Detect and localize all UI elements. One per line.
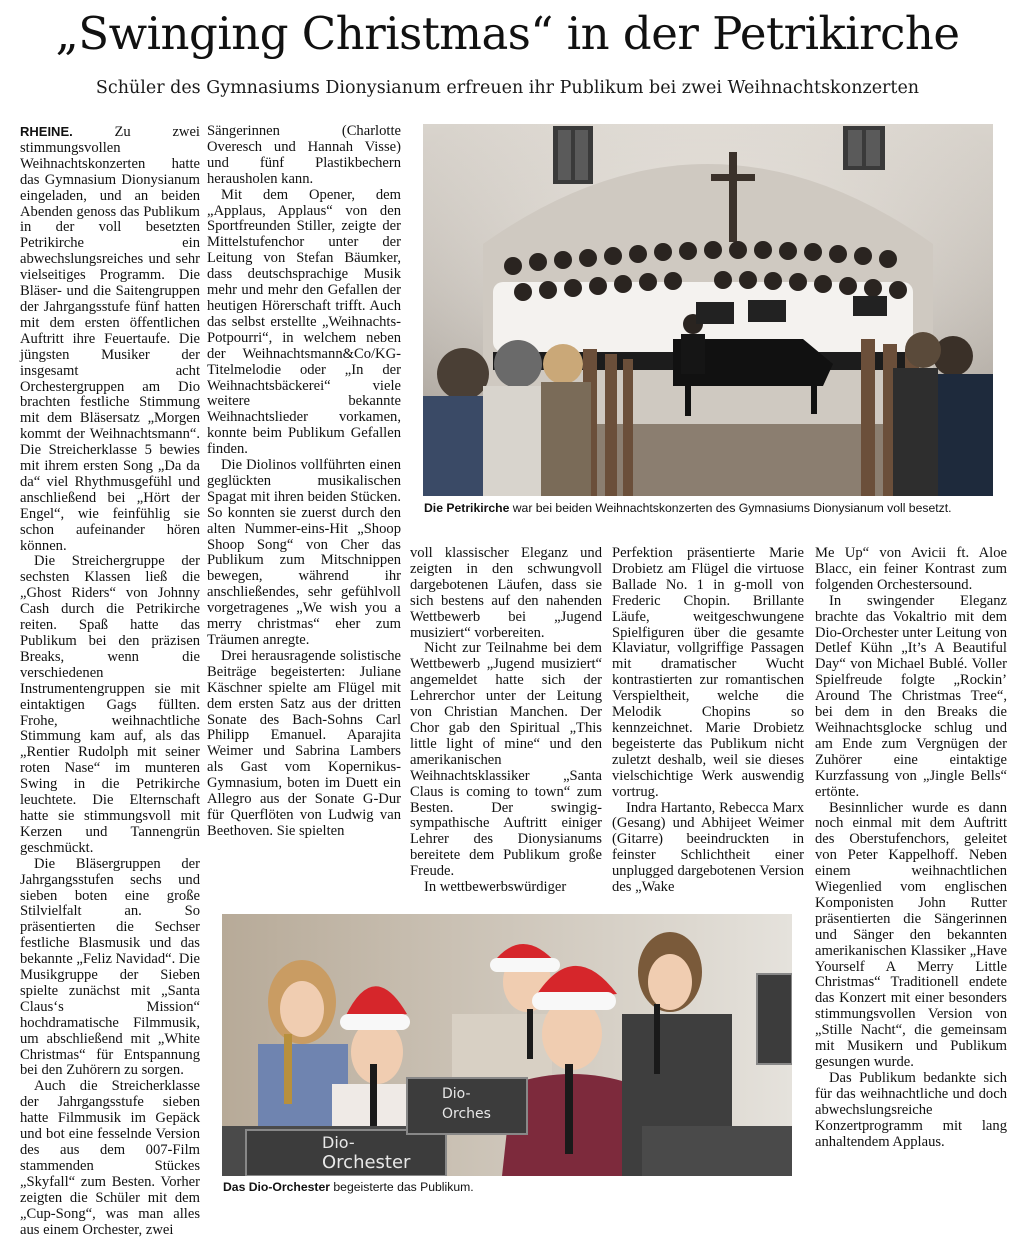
paragraph: Drei herausragende solistische Beiträge begeisterten: Juliane Käschner spielte am Flügel mit dem ersten Satz aus der dritten Sonate des Bach-Sohns Carl Philipp Emanuel. Aparajita Weimer und Sabrina Lambers als Gast vom Kopernikus-Gymnasium, boten im Duett ein Allegro aus der Sonate G-Dur für Querflöten von Ludwig van Beethoven. Sie spielten (207, 647, 401, 839)
paragraph: Auch die Streicherklasse der Jahrgangsstufe sieben hatte Filmmusik im Gepäck und bot eine fesselnde Version des aus dem 007-Film stammenden Stückes „Skyfall“ zum Besten. Vorher zeigten die Schüler mit dem „Cup-Song“, was man alles aus einem Orchester, zwei (20, 1078, 200, 1238)
church-photo-caption: Die Petrikirche war bei beiden Weihnachtskonzerten des Gymnasiums Dionysianum voll besetzt. (424, 501, 952, 515)
text-column-2 (207, 124, 401, 840)
paragraph: voll klassischer Eleganz und zeigten in den schwungvoll dargebotenen Läufen, dass sie sich bestens auf den nahenden Wettbewerb bei „Jugend musiziert“ vorbereiten. (410, 545, 602, 641)
text-column-5 (815, 546, 1007, 1150)
paragraph: Die Bläsergruppen der Jahrgangsstufen sechs und sieben boten eine große Stilvielfalt an. So präsentierten die Sechser festliche Blasmusik und das bekannte „Feliz Navidad“. Die Musikgruppe der Sieben spielte zunächst mit „Santa Claus‘s Mission“ hochdramatische Filmmusik, um abschließend mit „White Christmas“ für Entspannung bei den Zuhörern zu sorgen. (20, 855, 200, 1079)
paragraph: Mit dem Opener, dem „Applaus, Applaus“ von den Sportfreunden Stiller, zeigte der Mittelstufenchor unter der Leitung von Stefan Bäumker, dass deutschsprachige Musik mehr und mehr den Gefallen der heutigen Hörerschaft trifft. Auch das selbst erstellte „Weihnachts-Potpourri“, in welchem neben der Weihnachtsmann&Co/KG-Titelmelodie oder „In der Weihnachtsbäckerei“ viele weitere bekannte Weihnachtslieder vorkamen, konnte beim Publikum Gefallen finden. (207, 186, 401, 458)
orchestra-photo (222, 914, 792, 1176)
article-headline: „Swinging Christmas“ in der Petrikirche (55, 7, 960, 60)
stand-label-orchester-2: Orches (442, 1106, 491, 1122)
paragraph: Indra Hartanto, Rebecca Marx (Gesang) und Abhijeet Weimer (Gitarre) beeindruckten in feinster Schlichtheit einer unplugged dargebotenen Version des „Wake (612, 799, 804, 896)
church-concert-photo (423, 124, 993, 496)
paragraph: Me Up“ von Avicii ft. Aloe Blacc, ein feiner Kontrast zum folgenden Orchestersound. (815, 545, 1007, 593)
stand-label-dio-2: Dio- (442, 1086, 471, 1102)
stand-label-orchester-1: Orchester (322, 1152, 411, 1173)
paragraph: In swingender Eleganz brachte das Vokaltrio mit dem Dio-Orchester unter Leitung von Detlef Kühn „It’s A Beautiful Day“ von Michael Bublé. Voller Spielfreude folgte „Rockin’ Around The Christmas Tree“, bei dem in den Breaks die Weihnachtsglocke schlug und am Ende zum Vergnügen der Zuhörer eine eintaktige Kurzfassung von „Jingle Bells“ ertönte. (815, 592, 1007, 800)
paragraph: Das Publikum bedankte sich für das weihnachtliche und doch abwechslungsreiche Konzertprogramm mit lang anhaltendem Applaus. (815, 1069, 1007, 1150)
paragraph: Perfektion präsentierte Marie Drobietz am Flügel die virtuose Ballade No. 1 in g-moll von Frederic Chopin. Brillante Läufe, weitgeschwungene Spielfiguren über die gesamte Klaviatur, vollgriffige Passagen mit dramatischer Wucht kontrastierten zur romantischen Verspieltheit, welche die Melodik Chopins so kennzeichnet. Marie Drobietz begeisterte das Publikum nicht zuletzt deshalb, weil sie dieses vielschichtige Werk auswendig vortrug. (612, 545, 804, 800)
paragraph: Die Streichergruppe der sechsten Klassen ließ die „Ghost Riders“ von Johnny Cash durch die Petrikirche reiten. Spaß hatte das Publikum bei den präzisen Breaks, wenn die verschiedenen Instrumentengruppen sie mit eintaktigen Gags füllten. Frohe, weihnachtliche Stimmung kam auf, als das „Rentier Rudolph mit seiner roten Nase“ im munteren Swing in die Petrikirche leuchtete. Die Elternschaft hatte sie stimmungsvoll mit Kerzen und Tannengrün geschmückt. (20, 553, 200, 856)
paragraph: In wettbewerbswürdiger (424, 879, 567, 896)
text-column-1 (20, 124, 200, 1238)
text-column-4 (612, 546, 804, 896)
orchestra-photo-caption: Das Dio-Orchester begeisterte das Publikum. (223, 1180, 474, 1194)
cross-icon (729, 152, 737, 242)
text-column-3 (410, 546, 602, 896)
paragraph: Die Diolinos vollführten einen geglückten musikalischen Spagat mit ihren beiden Stücken. So konnten sie zuerst durch den alten Nummer-eins-Hit „Shoop Shoop Song“ von Cher das Publikum zum Mitschnippen bewegen, während ihr anschließendes, sehr gefühlvoll vorgetragenes „We wish you a merry christmas“ eher zum Träumen anregte. (207, 457, 401, 648)
article-subheadline: Schüler des Gymnasiums Dionysianum erfreuen ihr Publikum bei zwei Weihnachtskonzerten (95, 78, 920, 98)
paragraph: Sängerinnen (Charlotte Overesch und Hannah Visse) und fünf Plastikbechern herausholen kann. (207, 123, 401, 187)
paragraph: Besinnlicher wurde es dann noch einmal mit dem Auftritt des Oberstufenchors, geleitet von Peter Kappelhoff. Neben einem weihnachtlichen Wiegenlied vom englischen Komponisten John Rutter präsentierten die Sängerinnen und Sänger den bekannten amerikanischen Klassiker „Have Yourself A Merry Little Christmas“ Traditionell endete das Konzert mit einer besonders stimmungsvollen Version von „Stille Nacht“, die gemeinsam mit Musikern und Publikum gesungen wurde. (815, 799, 1007, 1070)
dateline: RHEINE. (20, 124, 73, 139)
stand-label-dio-1: Dio- (322, 1133, 355, 1152)
paragraph: RHEINE. Zu zwei stimmungsvollen Weihnachtskonzerten hatte das Gymnasium Dionysianum eingeladen, und an beiden Abenden genoss das Publikum in der voll besetzten Petrikirche ein abwechslungsreiches und sehr vielseitiges Programm. Die Bläser- und die Saitengruppen der Jahrgangsstufe fünf hatten mit dem ersten öffentlichen Auftritt ihre Feuertaufe. Die jüngsten Musiker der insgesamt acht Orchestergruppen am Dio brachten festliche Stimmung mit dem Bläsersatz „Morgen kommt der Weihnachtsmann“. Die Streicherklasse 5 bewies mit ihrem ersten Song „Da da da“ viel Rhythmusgefühl und anschließend bei „Hört der Engel“, wie feinfühlig sie schon aufeinander hören können. (20, 124, 200, 554)
paragraph: Nicht zur Teilnahme bei dem Wettbewerb „Jugend musiziert“ angemeldet hatte sich der Lehrerchor unter der Leitung von Christian Manchen. Der Chor gab den Spiritual „This little light of mine“ und den amerikanischen Weihnachtsklassiker „Santa Claus is coming to town“ zum Besten. Der swingig-sympathische Auftritt einiger Lehrer des Dionysianums bereitete dem Publikum große Freude. (410, 640, 602, 880)
